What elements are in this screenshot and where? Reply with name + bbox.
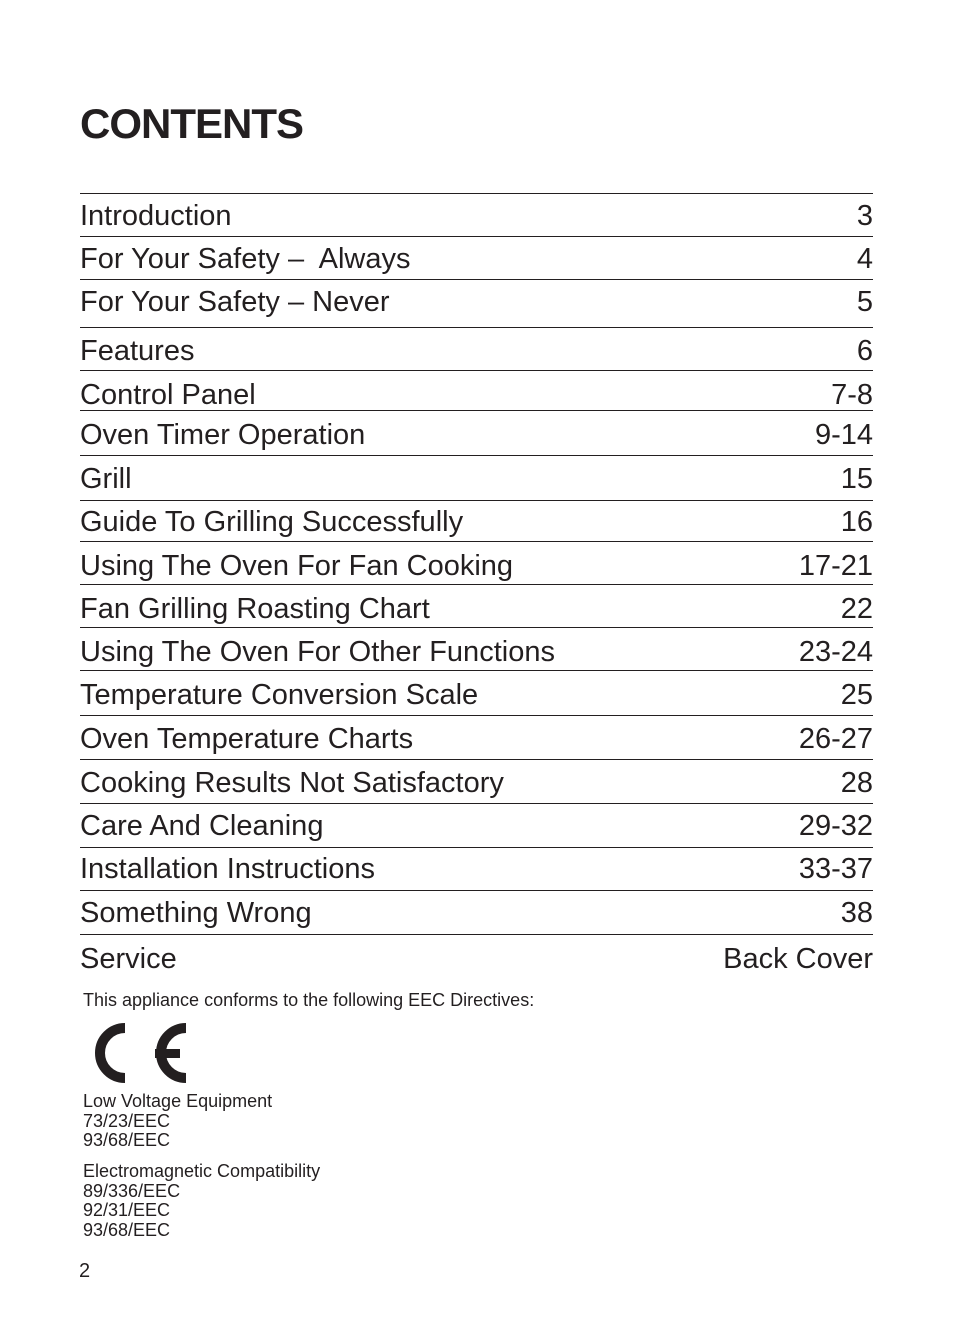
toc-entry-page: 16 xyxy=(840,506,873,538)
toc-divider xyxy=(80,541,873,542)
toc-divider xyxy=(80,890,873,891)
toc-entry[interactable] xyxy=(80,547,873,583)
toc-divider xyxy=(80,759,873,760)
toc-divider xyxy=(80,370,873,371)
toc-entry[interactable] xyxy=(80,503,873,539)
toc-entry[interactable] xyxy=(80,807,873,843)
directive-code: 93/68/EEC xyxy=(83,1219,171,1240)
toc-divider xyxy=(80,934,873,935)
toc-entry-page: 5 xyxy=(856,286,873,318)
toc-entry-page: 26-27 xyxy=(798,723,873,755)
toc-entry-title: Oven Temperature Charts xyxy=(80,723,414,755)
toc-entry-page: Back Cover xyxy=(723,943,873,975)
toc-entry[interactable] xyxy=(80,894,873,930)
eec-directives xyxy=(83,990,683,1010)
toc-entry[interactable] xyxy=(80,850,873,886)
toc-entry[interactable] xyxy=(80,764,873,800)
toc-entry-page: 4 xyxy=(856,243,873,275)
toc-entry-page: 38 xyxy=(840,897,873,929)
toc-entry-page: 23-24 xyxy=(798,636,873,668)
toc-entry-page: 28 xyxy=(840,767,873,799)
toc-entry-title: Installation Instructions xyxy=(80,853,375,885)
toc-entry-title: Cooking Results Not Satisfactory xyxy=(80,767,504,799)
toc-divider xyxy=(80,847,873,848)
toc-divider xyxy=(80,455,873,456)
toc-entry[interactable] xyxy=(80,240,873,276)
directive-group-title: Low Voltage Equipment xyxy=(83,1091,273,1111)
toc-divider xyxy=(80,410,873,411)
directive-code: 92/31/EEC xyxy=(83,1200,171,1220)
toc-entry-title: Using The Oven For Other Functions xyxy=(80,636,555,668)
toc-divider xyxy=(80,803,873,804)
directive-code: 73/23/EEC xyxy=(83,1110,171,1131)
toc-divider xyxy=(80,279,873,280)
toc-divider xyxy=(80,670,873,671)
toc-divider xyxy=(80,500,873,501)
directives-intro: This appliance conforms to the following EEC Directives: xyxy=(83,990,535,1010)
toc-entry[interactable] xyxy=(80,197,873,233)
toc-divider xyxy=(80,236,873,237)
toc-entry[interactable] xyxy=(80,283,873,319)
toc-divider xyxy=(80,627,873,628)
ce-mark-icon xyxy=(88,1020,188,1086)
toc-entry-title: Introduction xyxy=(80,200,232,232)
toc-entry-page: 7-8 xyxy=(831,379,873,411)
page-title: CONTENTS xyxy=(80,100,303,147)
directive-code: 89/336/EEC xyxy=(83,1180,181,1201)
toc-entry[interactable] xyxy=(80,590,873,626)
toc-entry-title: Control Panel xyxy=(80,379,256,411)
toc-entry[interactable] xyxy=(80,676,873,712)
toc-entry-title: Oven Timer Operation xyxy=(80,419,366,451)
toc-entry[interactable] xyxy=(80,332,873,368)
toc-entry-title: Features xyxy=(80,335,195,367)
toc-entry-page: 9-14 xyxy=(814,419,873,451)
toc-entry-title: Something Wrong xyxy=(80,897,312,929)
directive-group-low-voltage xyxy=(83,1092,272,1151)
toc-entry-title: Guide To Grilling Successfully xyxy=(80,506,464,538)
table-of-contents xyxy=(80,193,873,983)
toc-entry[interactable] xyxy=(80,460,873,496)
toc-entry[interactable] xyxy=(80,416,873,452)
toc-entry-page: 29-32 xyxy=(798,810,873,842)
toc-entry-page: 3 xyxy=(856,200,873,232)
toc-entry-title: Grill xyxy=(80,463,132,495)
toc-entry-title: Using The Oven For Fan Cooking xyxy=(80,550,514,582)
toc-entry-title: For Your Safety – Never xyxy=(80,286,390,318)
toc-entry[interactable] xyxy=(80,940,873,976)
toc-entry[interactable] xyxy=(80,633,873,669)
toc-entry-page: 33-37 xyxy=(798,853,873,885)
toc-entry-page: 6 xyxy=(856,335,873,367)
directive-code: 93/68/EEC xyxy=(83,1130,171,1150)
toc-entry-title: For Your Safety – Always xyxy=(80,243,411,275)
toc-entry-page: 15 xyxy=(840,463,873,495)
toc-entry-page: 25 xyxy=(840,679,873,711)
toc-entry-page: 17-21 xyxy=(798,550,873,582)
toc-entry-title: Temperature Conversion Scale xyxy=(80,679,479,711)
toc-entry-title: Care And Cleaning xyxy=(80,810,324,842)
toc-entry-title: Service xyxy=(80,943,177,975)
toc-entry[interactable] xyxy=(80,376,873,412)
toc-entry[interactable] xyxy=(80,720,873,756)
toc-entry-title: Fan Grilling Roasting Chart xyxy=(80,593,430,625)
page-number: 2 xyxy=(79,1260,91,1282)
directive-group-title: Electromagnetic Compatibility xyxy=(83,1161,321,1181)
toc-divider xyxy=(80,584,873,585)
directive-group-emc xyxy=(83,1162,320,1240)
toc-divider xyxy=(80,193,873,194)
toc-divider xyxy=(80,715,873,716)
toc-divider xyxy=(80,327,873,328)
toc-entry-page: 22 xyxy=(840,593,873,625)
